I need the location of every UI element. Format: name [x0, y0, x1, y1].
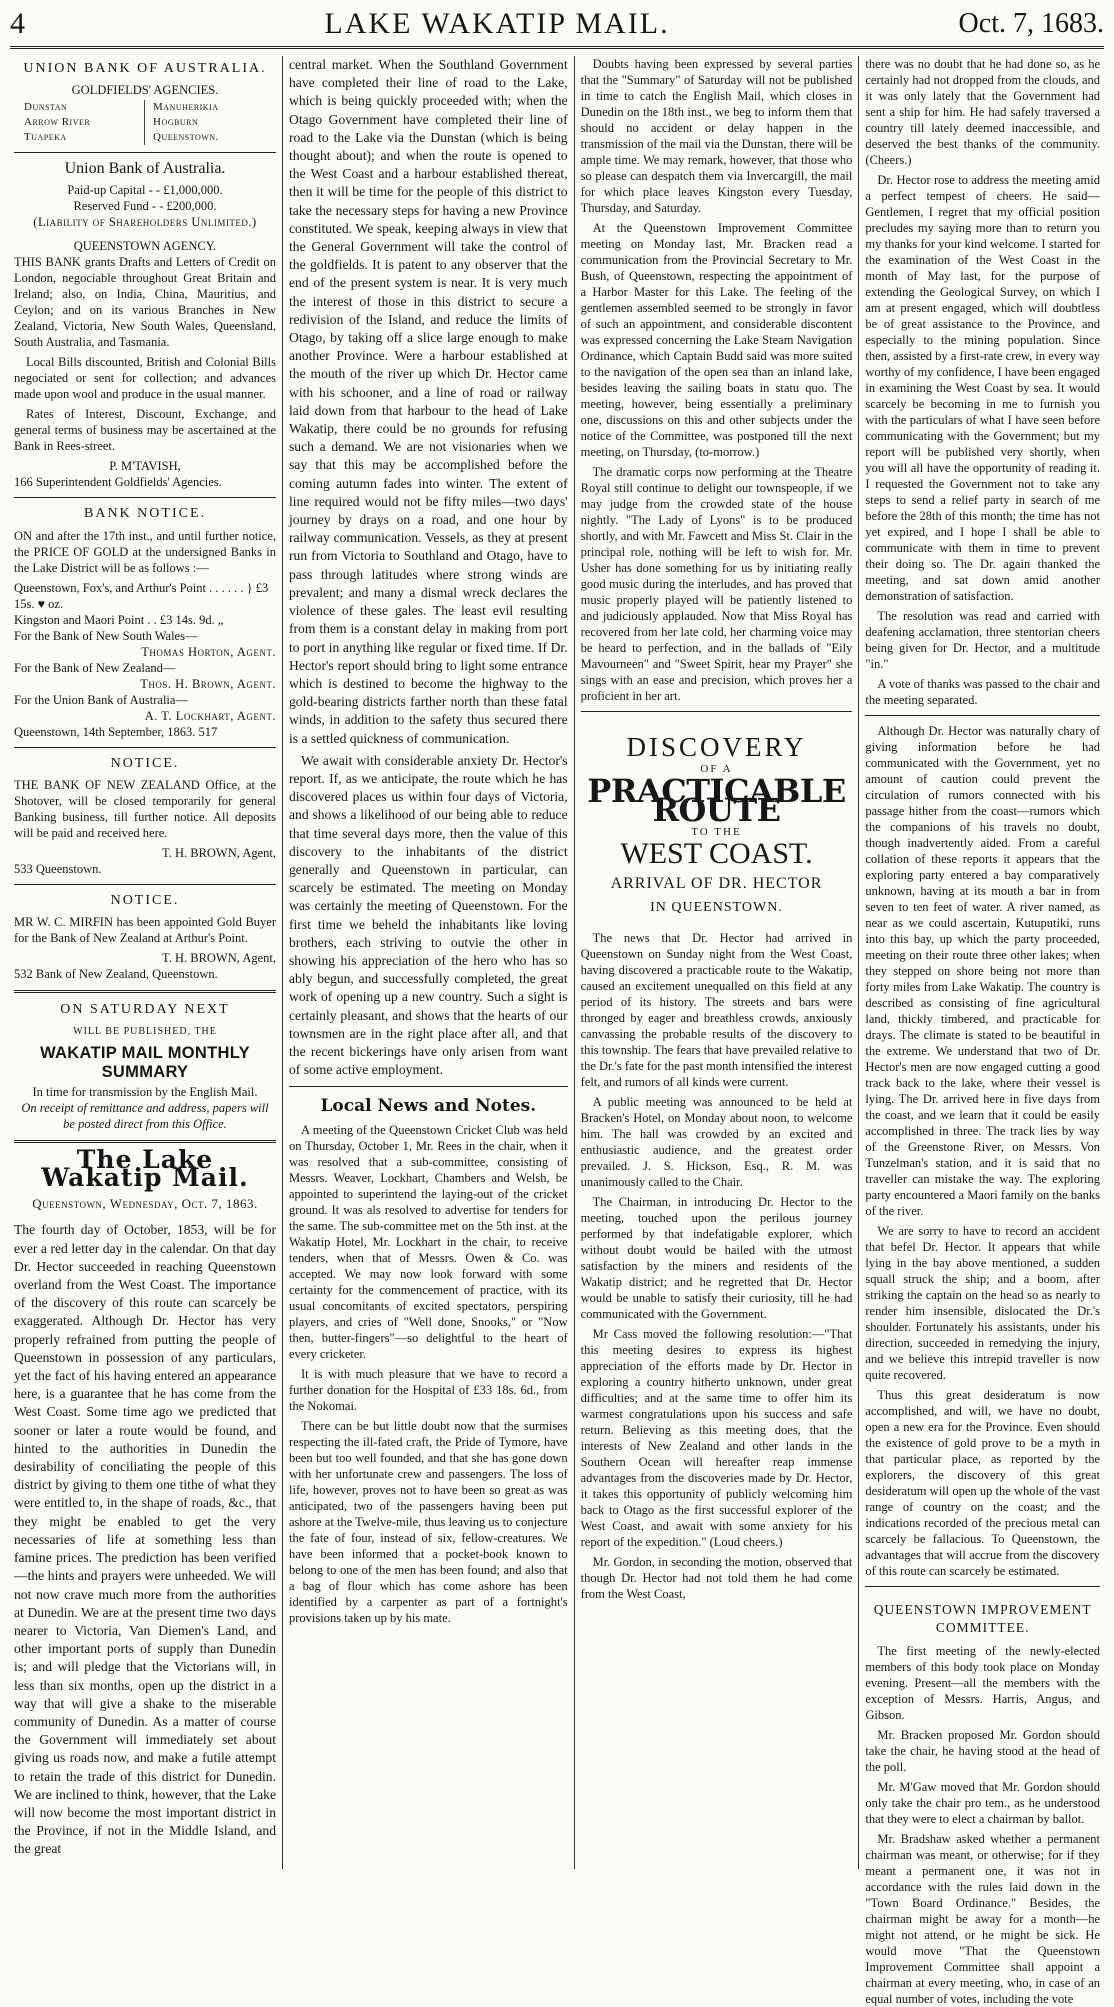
improvement-committee-item: At the Queenstown Improvement Committee meeting on Monday last, Mr. Bracken read a communication from the Provincial Secretary to Mr. Bush, of Queenstown, respecting the appointment of a Harbor Master for this Lake. The feeling of the gentlemen assembled seemed to be strongly in favor of such an appointment, and considerable discontent was expressed concerning the Lake Steam Navigation Ordinance, which Captain Budd said was more suited to the navigation of the open sea than an inland lake, besides leaving the sailing boats in statu quo. The meeting, however, being essentially a preliminary one, discussions on this and other subjects under the notice of the Committee, was postponed till the next meeting, on Thursday, (to-morrow.) — [580, 221, 853, 459]
divider — [14, 747, 276, 748]
resolution-carried: The resolution was read and carried with deafening acclamation, three stentorian cheers being given for Dr. Hector, and a multitude "in." — [865, 609, 1100, 671]
bank-notice-title: BANK NOTICE. — [84, 506, 206, 522]
paper-gothic-title: The Lake Wakatip Mail. — [41, 1144, 249, 1193]
editorial-text: The fourth day of October, 1853, will be for ever a red letter day in the calendar. On that day Dr. Hector succeeded in reaching Queenstown overland from the West Coast. The importance of the discovery of this route can scarcely be exaggerated. Although Dr. Hector has very properly refrained from putting the people of Queenstown in possession of any particulars, yet the fact of his having entered an appearance here, is a guarantee that he has come from the West Coast. Some time ago we predicted that sooner or later a route would be found, and hinted to the authorities in Dunedin the desirability of conciliating the people of this district by giving to them one tithe of what they were entitled to, in the shape of roads, &c., that they might be enabled to get the very necessaries of life at something less than famine prices. The prediction has been verified—the hints and prayers were unheeded. We will not now crave much more from the authorities at Dunedin. We are at the present time two days nearer to Victoria, Van Diemen's Land, and other important ports of supply than Dunedin is; and will pledge that the Victorians will, in less than six months, open up the district in a way that will give a shake to the miserable community of Dunedin. As a matter of course the Government will immediately set about giving us roads now, and make a futile attempt to retain the trade of this district for Dunedin. We are inclined to think, however, that the Lake will now become the most important district in the Province, if not in the Middle Island, and the great — [14, 1222, 276, 1857]
agency-text: THIS BANK grants Drafts and Letters of Credit on London, negociable throughout Great Britain and Ireland; also, on India, China, Mauritius, and Ceylon; and on its various Branches in New Zealand, Victoria, New South Wales, Queensland, South Australia, and Tasmania. — [14, 255, 276, 350]
pride-of-tymore-item: There can be but little doubt now that the surmises respecting the ill-fated craft, the Pride of Tymore, have been but too well founded, and that she has gone down with her unfortunate crew and passengers. The loss of life, however, proves not to have been so great as was anticipated, two of the passengers having been put ashore at the Twelve-mile, thus leaving us to conjecture the fate of four, instead of six, fellow-creatures. We have been informed that a pocket-book known to belong to one of the men has been found; and also that a bag of flour which has come ashore has been identified by a carpenter as part of a fortnight's provisions taken up by his mate. — [289, 1418, 568, 1625]
notice-ua: For the Union Bank of Australia— — [14, 692, 188, 707]
notice-nz-agent: Thos. H. Brown, Agent. — [140, 676, 276, 691]
summary-mail-item: Doubts having been expressed by several parties that the "Summary" of Saturday will not be published in time to catch the English Mail, which closes in Dunedin on the 18th inst., we beg to inform them that should no accident or delay happen in the transmission of the mail via the Dunstan, there will be ample time. We may remark, however, that those who so please can despatch them via Invercargill, the mail for which place leaves Kingston every Tuesday, Thursday, and Saturday. — [580, 57, 853, 215]
qic-title: QUEENSTOWN IMPROVEMENT — [873, 1602, 1092, 1617]
issue-date: Oct. 7, 1683. — [958, 8, 1104, 39]
agencies-list — [24, 100, 266, 145]
discovery-to-the: TO THE — [691, 825, 742, 838]
agency-title: QUEENSTOWN AGENCY. — [73, 239, 217, 254]
theatre-royal-item: The dramatic corps now performing at the Theatre Royal still continue to delight our townspeople, if we may judge from the crowded state of the house nightly. "The Lady of Lyons" is to be produced shortly, and with Mr. Fawcett and Miss St. Clair in the principal role, nothing will be left to wish for. Mr. Usher has done something for us by initiating really good music during the interludes, and has proved that music properly played will be patiently listened to and judiciously applauded. Now that Miss Royal has recovered from her late cold, her charming voice may be heard to perfection, and in the ballads of "Eily Mavourneen" and "Sweet Spirit, hear my Prayer" she sings with an ease and precision, which proves her a proficient in her art. — [580, 465, 853, 703]
discovery-continued: there was no doubt that he had done so, as he certainly had not dropped from the clouds, and it was only lately that the Government had sent a ship for him. He had safely traversed a country till lately deemed inaccessible, and deserved the best thanks of the community. (Cheers.) — [865, 57, 1100, 167]
page-number: 4 — [10, 7, 25, 40]
editorial-dateline: Queenstown, Wednesday, Oct. 7, 1863. — [32, 1196, 258, 1212]
qic-paragraph: The first meeting of the newly-elected members of this body took place on Monday evening. Present—all the members with the exception of Messrs. Harris, Angus, and Gibson. — [865, 1644, 1100, 1723]
notice-2-title: NOTICE. — [110, 755, 180, 771]
divider — [289, 1086, 568, 1087]
agency-text-2: Local Bills discounted, British and Colonial Bills negociated or sent for collection; and advances made upon wool and produce in the usual manner. — [14, 355, 276, 402]
discovery-headline: DISCOVERY — [626, 732, 807, 762]
gold-rate-1: Queenstown, Fox's, and Arthur's Point . . . . . . } £3 15s. ♥ oz. — [14, 580, 269, 611]
hector-speech: Dr. Hector rose to address the meeting amid a perfect tempest of cheers. He said—Gentlemen, I regret that my official position precludes my saying more than to return you my thanks for your kind welcome. I started for the examination of the West Coast in the month of May last, for the purpose of extending the Geological Survey, on which I am at present engaged, which will doubtless be of great assistance to the Province, and especially to the mining population. Since then, assisted by a first-rate crew, in every way worthy of my confidence, I have been engaged in examining the West Coast by sea. It would scarcely be becoming in me to furnish you with the particulars of what I have seen before communicating with the Government; but my report will be published very shortly, when you will all have the opportunity of reading it. I requested the Government not to take any steps to send a relief party in search of me before the 28th of this month; the time has not yet expired, and I hope I shall be able to communicate with them in time to prevent their doing so. The Dr. again thanked the meeting, and sat down amid another demonstration of satisfaction. — [865, 173, 1101, 603]
practicable-route-headline: PRACTICABLE ROUTE — [587, 772, 846, 829]
notice-2-text: THE BANK OF NEW ZEALAND Office, at the Shotover, will be closed temporarily for general Banking business, till further notice. All deposits will be paid and received here. — [14, 777, 276, 840]
editorial-continued: central market. When the Southland Government have completed their line of road to the Lake, which is being quickly proceeded with; when the Otago Government have completed their line of road to the Lake via the Dunstan (which is being thought about); and when the route is opened to the West Coast and a harbour established thereat, then it will be time for the people of this district to take the necessary steps for having a new Province constituted. We speak, keeping always in view that the General Government will take the control of the goldfields. It is patent to any observer that the end of the present system is near. It is very much the interest of those in this district to secure a redivision of the Island, and reduce the limits of Otago, by taking off a slice large enough to make another Province. Were a harbour established at the mouth of the river up which Dr. Hector came with his schooner, and a line of road or railway laid down from that harbour to the head of Lake Wakatip, there could be no grounds for refusing such a demand. We are not visionaries when we say that this may be accomplished before the coming autumn fades into winter. The extent of line required would not be fifty miles—two days' journey by drays on a road, and one hour by railway communication. Vessels, as they at present run from Victoria to Southland and Otago, have to pass through latitudes where strong winds are prevalent; and many a dismal wreck declares the violence of these gales. The least evil resulting from them is a constant delay in making from port to port in anything like regular or fixed time. If Dr. Hector's report should bring to light some entrance which is destined to become the highway to the gold-bearing districts farther north than these fatal winds, in addition to the safety thus secured there is a settled quickness of communication. — [289, 57, 568, 746]
cricket-club-item: A meeting of the Queenstown Cricket Club was held on Thursday, October 1, Mr. Rees in the chair, when it was resolved that a sub-committee, consisting of Messrs. Weaver, Lockhart, Chambers and Welsh, be appointed to superintend the laying-out of the cricket ground. It was als resolved to advertise for tenders for the same. The sub-committee met on the 5th inst. at the Wakatip Hotel, Mr. Lockhart in the chair, to receive tenders, when that of Messrs. Owen & Co. was accepted. We may now look forward with some certainty for the commencement of practice, with its usual concomitants of excited spectators, perspiring players, and cries of "Well done, Snooks," or "Now then, butter-fingers"—so delightful to the heart of every cricketer. — [289, 1122, 568, 1361]
qic-paragraph: Mr. Bracken proposed Mr. Gordon should take the chair, he having stood at the head of the poll. — [865, 1728, 1100, 1775]
reserved-fund: Reserved Fund - - £200,000. — [73, 199, 217, 214]
saturday-notice: ON SATURDAY NEXT — [60, 1002, 230, 1018]
discovery-paragraph: Mr Cass moved the following resolution:—"That this meeting desires to express its highest appreciation of the efforts made by Dr. Hector in exploring a country hitherto unknown, under great difficulties; and at the same time to offer him its warmest congratulations upon his success and safe return. Believing as this meeting does, that the interests of New Zealand and other lands in the Southern Ocean will hereafter reap immense advantages from the discoveries made by Dr. Hector, it takes this opportunity of publicly welcoming him back to Otago as the first successful explorer of the West Coast, and await with some anxiety for his report of the expedition." (Loud cheers.) — [580, 1326, 853, 1549]
agency-signature-2: 166 Superintendent Goldfields' Agencies. — [14, 475, 222, 490]
agency-item: Manuherikia — [153, 101, 219, 114]
bank-name: Union Bank of Australia. — [64, 160, 226, 178]
notice-3-signature-2: 532 Bank of New Zealand, Queenstown. — [14, 967, 218, 982]
discovery-paragraph: Mr. Gordon, in seconding the motion, observed that though Dr. Hector had not told them he had come from the West Coast, — [580, 1554, 853, 1601]
masthead — [10, 2, 1104, 49]
divider — [581, 711, 853, 712]
accident-report: We are sorry to have to record an accident that befel Dr. Hector. It appears that while lying in the bay above mentioned, a sudden squall struck the ship; and a boom, after striking the captain on the head so as nearly to render him insensible, dislocated the Dr.'s shoulder. Fortunately his assistants, under his direction, succeeded in remedying the injury, and we believe this intrepid traveller is now quite recovered. — [865, 1224, 1100, 1382]
divider — [865, 715, 1100, 716]
agency-item: Queenstown. — [153, 131, 219, 144]
in-queenstown-subheadline: IN QUEENSTOWN. — [650, 900, 783, 916]
paid-up-capital: Paid-up Capital - - £1,000,000. — [67, 183, 223, 198]
notice-3-title: NOTICE. — [110, 892, 180, 908]
editorial-paragraph: We await with considerable anxiety Dr. Hector's report. If, as we anticipate, the route which he has discovered places us within four days of Victoria, and shows a likelihood of our being able to reduce that time several days more, then the value of this discovery to the inhabitants of the district generally and Queenstown in particular, can scarcely be estimated. The meeting on Monday was certainly the meeting of Queenstown. For the first time we beheld the inhabitants like loving brothers, each striving to outvie the other in showing his appreciation of the hero who has so ably begun, and successfully completed, the great work of opening up a new country. Such a sight is certainly pleasant, and shows that the hearts of our townsmen are in the right place after all, and that the recent bickerings have only arisen from want of some active employment. — [289, 752, 568, 1078]
discovery-paragraph: The Chairman, in introducing Dr. Hector to the meeting, touched upon the perilous journey performed by that indefatigable explorer, which without doubt would be hailed with the utmost satisfaction by the miners and residents of the Wakatip district; and he regretted that Dr. Hector would be unable to satisfy their curiosity, till he had communicated with the Government. — [580, 1194, 853, 1321]
columns — [8, 56, 1106, 2007]
discovery-of: OF A — [700, 763, 733, 776]
liability-note: (Liability of Shareholders Unlimited.) — [33, 215, 257, 230]
column-3 — [575, 56, 860, 1869]
will-be-published: WILL BE PUBLISHED, THE — [73, 1026, 217, 1038]
column-2 — [283, 56, 575, 1869]
agency-item: Dunstan — [24, 100, 145, 115]
notice-2-signature: T. H. BROWN, Agent, — [162, 845, 276, 860]
notice-2-signature-2: 533 Queenstown. — [14, 861, 102, 876]
route-report: Although Dr. Hector was naturally chary of giving information before he had communicated with the Government, yet no amount of caution could prevent the circulation of rumors connected with his passage hither from the coast—rumors which the companions of his travels no doubt, though inadvertently aided. From a careful collation of these reports it appears that the exploring party entered a bay comparatively unknown, having at its mouth a bar in from seven to ten feet of water. A river named, as near as we could ascertain, Kutuputiki, runs into this bay, up which the party proceeded, meeting on their route three other lakes; when they stepped on shore being not more than forty miles from Lake Wakatip. The country is described as consisting of fine agricultural land, thickly timbered, and practicable for drays. The climate is stated to be beautiful in the extreme. We understand that two of Dr. Hector's men are now engaged cutting a good track back to the lake, where their vessel is lying. The Dr. arrived here in five days from the coast, and we learn that it could be easily accomplished in three. The track lies by way of the Greenstone River, on Messrs. Von Tunzelman's station, and it is said that no traveller can mistake the way. The exploring party encountered a Maori family on the banks of the river. — [865, 724, 1100, 1218]
west-coast-headline: WEST COAST. — [620, 837, 813, 871]
discovery-paragraph: A public meeting was announced to be held at Bracken's Hotel, on Monday about noon, to welcome him. The hall was crowded by an excited and enthusiastic audience, and the greatest order prevailed. J. S. Hickson, Esq., R. M. was unanimously called to the Chair. — [580, 1094, 853, 1189]
agency-item: Tuapeka — [24, 130, 145, 145]
union-bank-header: UNION BANK OF AUSTRALIA. — [23, 61, 267, 76]
divider — [14, 1140, 276, 1143]
qic-paragraph: Mr. Bradshaw asked whether a permanent chairman was meant, or otherwise; for if they meant a permanent one, it was not in accordance with the rules laid down in the "Town Board Ordinance." Besides, the chairman might be away for a month—he might not attend, or he might be sick. He would move "That the Queenstown Improvement Committee shall appoint a chairman at every meeting, who, in case of an equal number of votes, including the vote — [865, 1832, 1100, 2007]
paper-name: LAKE WAKATIP MAIL. — [324, 7, 670, 40]
notice-3-text: MR W. C. MIRFIN has been appointed Gold Buyer for the Bank of New Zealand at Arthur's Point. — [14, 915, 276, 946]
notice-ua-agent: A. T. Lockhart, Agent. — [144, 708, 276, 723]
notice-nsw-agent: Thomas Horton, Agent. — [141, 644, 276, 659]
local-news-title: Local News and Notes. — [320, 1096, 537, 1117]
qic-title-2: COMMITTEE. — [935, 1620, 1030, 1636]
notice-nz: For the Bank of New Zealand— — [14, 660, 176, 675]
gold-rate-2: Kingston and Maori Point . . £3 14s. 9d. „ — [14, 612, 224, 627]
divider — [14, 152, 276, 153]
column-1 — [8, 56, 283, 1869]
bank-notice-text: ON and after the 17th inst., and until further notice, the PRICE OF GOLD at the undersigned Banks in the Lake District will be as follows :— — [14, 528, 276, 575]
monthly-summary-title: WAKATIP MAIL MONTHLY SUMMARY — [40, 1044, 250, 1081]
desideratum-paragraph: Thus this great desideratum is now accomplished, and will, we have no doubt, open a new era for the Province. Even should the existence of gold prove to be a myth in that particular place, as reported by the explorers, the discovery of this great desideratum will open up the whole of the vast range of country on the coast; and the indications recorded of the precious metal can scarcely be fallacious. To Queenstown, the advantages that will accrue from the discovery of this route can scarcely be estimated. — [865, 1388, 1100, 1578]
agencies-title: GOLDFIELDS' AGENCIES. — [71, 83, 219, 98]
agency-signature: P. M'TAVISH, — [109, 459, 181, 474]
agency-item: Arrow River — [24, 115, 145, 130]
divider — [14, 990, 276, 993]
divider — [865, 1586, 1100, 1587]
arrival-subheadline: ARRIVAL OF DR. HECTOR — [610, 875, 823, 893]
divider — [14, 884, 276, 885]
agency-text-3: Rates of Interest, Discount, Exchange, and general terms of business may be ascertained at the Bank in Rees-street. — [14, 407, 276, 454]
notice-3-signature: T. H. BROWN, Agent, — [162, 951, 276, 966]
notice-nsw: For the Bank of New South Wales— — [14, 628, 198, 643]
summary-note: On receipt of remittance and address, papers will be posted direct from this Office. — [21, 1100, 269, 1131]
column-4 — [859, 56, 1106, 2007]
vote-of-thanks: A vote of thanks was passed to the chair and the meeting separated. — [865, 677, 1100, 707]
agency-item: Hogburn — [153, 116, 199, 129]
notice-date: Queenstown, 14th September, 1863. 517 — [14, 724, 218, 739]
discovery-paragraph: The news that Dr. Hector had arrived in Queenstown on Sunday night from the West Coast, having discovered a practicable route to the Wakatip, caused an excitement unequalled on this field at any period of its history. The streets and bars were thronged by eager and breathless crowds, anxiously canvassing the probable results of the discovery to this township. The fears that have prevailed relative to the Dr.'s fate for the past month intensified the interest felt, and rumors of all kinds were current. — [580, 930, 853, 1089]
divider — [14, 497, 276, 498]
hospital-donation-item: It is with much pleasure that we have to record a further donation for the Hospital of £33 18s. 6d., from the Nokomai. — [289, 1366, 568, 1413]
summary-subtitle: In time for transmission by the English Mail. — [32, 1084, 258, 1099]
qic-paragraph: Mr. M'Gaw moved that Mr. Gordon should only take the chair pro tem., as he understood that they were to elect a chairman by ballot. — [865, 1780, 1100, 1827]
